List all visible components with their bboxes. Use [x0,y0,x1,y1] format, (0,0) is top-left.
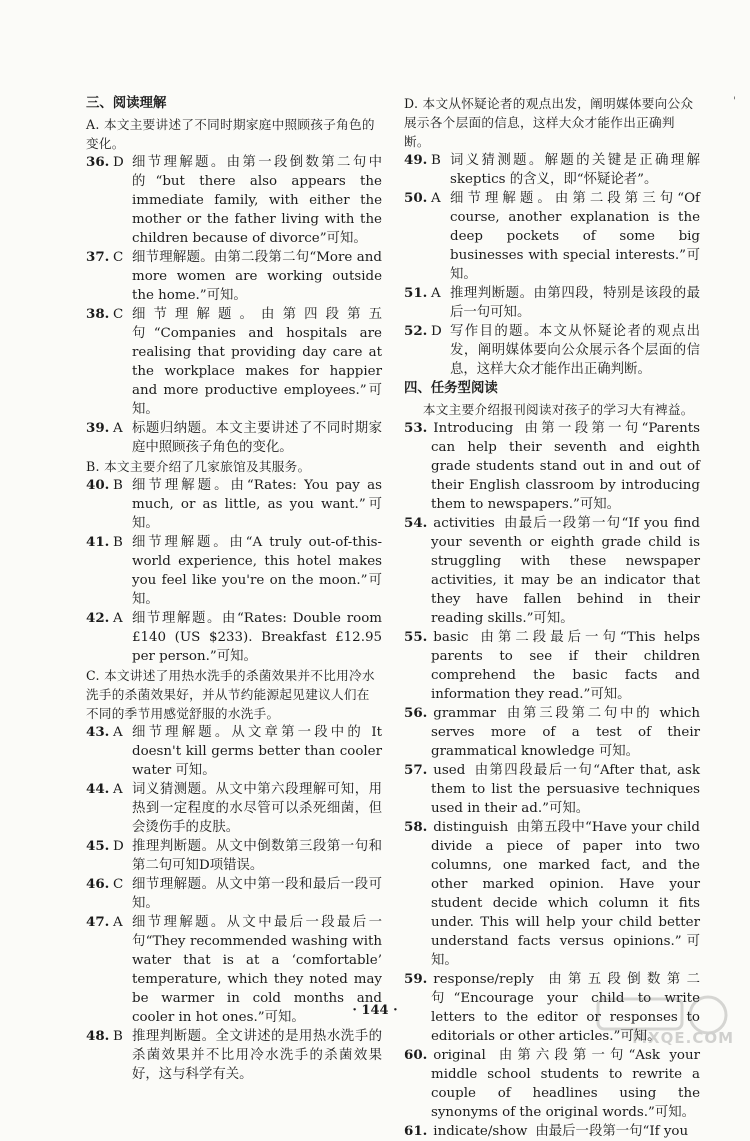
item-explanation: 推理判断题。全文讲述的是用热水洗手的杀菌效果并不比用冷水洗手的杀菌效果好，这与科学有关。 [132,1029,382,1082]
item-explanation: 细节理解题。从文中第一段和最后一段可知。 [132,877,382,911]
item-number: 49. [404,152,428,168]
item-answer: A [113,421,123,436]
right-column [404,94,700,1141]
item-explanation: 细节理解题。由“A truly out-of-this-world experience, this hotel makes you feel like you're on the moon.”可知。 [132,535,382,607]
answer-item [404,1046,700,1122]
answer-item [86,533,382,609]
task-intro: 本文主要介绍报刊阅读对孩子的学习大有裨益。 [422,402,694,417]
answer-item [86,723,382,780]
item-explanation: 由最后一段第一句“If you [535,1124,689,1139]
item-explanation: 推理判断题。由第四段，特别是该段的最后一句可知。 [450,286,700,320]
item-answer: A [431,286,441,301]
answer-item [86,419,382,457]
section-title-reading: 三、阅读理解 [86,96,167,111]
item-number: 43. [86,724,110,740]
answers-d [404,151,700,379]
item-number: 39. [86,420,110,436]
item-answer: A [113,611,123,626]
answer-item [86,780,382,837]
item-answer: D [113,839,124,854]
item-answer: D [113,155,124,170]
item-answer: B [431,153,441,168]
item-number: 55. [404,629,428,645]
item-number: 36. [86,154,110,170]
item-answer: D [431,324,442,339]
answer-item [404,818,700,970]
answer-item [86,609,382,666]
answer-item [404,1122,700,1141]
item-number: 47. [86,914,110,930]
margin-mark: ' [733,96,736,107]
answer-item [404,189,700,284]
answer-item [86,248,382,305]
answer-item [404,761,700,818]
answers-a [86,153,382,457]
item-answer: basic [433,630,469,645]
item-answer: C [113,250,124,265]
item-answer: used [433,763,466,778]
item-number: 45. [86,838,110,854]
item-number: 60. [404,1047,428,1063]
item-explanation: 由第四段最后一句“After that, ask them to list the persuasive techniques used in their ad.”可知。 [431,763,700,816]
item-explanation: 由第六段第一句“Ask your middle school students to rewrite a couple of headlines using the synonyms of the original words.”可知。 [431,1048,700,1120]
item-explanation: 由第五段中“Have your child divide a piece of paper into two columns, one marked fact, and the other marked opinion. Have your student decide which column it fits under. This will help your child better understand facts versus opinions.”可知。 [431,820,700,968]
item-number: 48. [86,1028,110,1044]
answer-item [404,284,700,322]
item-number: 52. [404,323,428,339]
item-answer: original [433,1048,486,1063]
answer-item [86,875,382,913]
left-column [86,94,382,1084]
item-number: 46. [86,876,110,892]
item-answer: response/reply [433,972,534,987]
item-explanation: 由第一段第一句“Parents can help their seventh and eighth grade students stand out in and out of their English classroom by introducing them to newspapers.”可知。 [431,421,700,512]
watermark-text: MXQE.COM [632,1029,734,1047]
item-explanation: 细节理解题。由第四段第五句“Companies and hospitals are realising that providing day care at the workplace makes for happier and more productive employees.”可知。 [132,307,382,417]
item-explanation: 写作目的题。本文从怀疑论者的观点出发，阐明媒体要向公众展示各个层面的信息，这样大众才能作出正确判断。 [450,324,700,377]
answer-item [86,1027,382,1084]
item-explanation: 细节理解题。从文章第一段中的 It doesn't kill germs better than cooler water 可知。 [132,725,382,778]
answer-item [404,628,700,704]
item-number: 37. [86,249,110,265]
item-answer: C [113,307,124,322]
item-explanation: 细节理解题。由第二段第三句“Of course, another explanation is the deep pockets of some big businesses with special interests.”可知。 [450,191,700,282]
item-answer: Introducing [433,421,514,436]
answers-c [86,723,382,1084]
item-number: 59. [404,971,428,987]
summary-d: D. 本文从怀疑论者的观点出发，阐明媒体要向公众展示各个层面的信息，这样大众才能作出正确判断。 [404,96,694,149]
item-number: 56. [404,705,428,721]
item-number: 38. [86,306,110,322]
answer-item [86,476,382,533]
item-answer: C [113,877,124,892]
item-number: 40. [86,477,110,493]
item-answer: distinguish [433,820,509,835]
item-answer: activities [433,516,495,531]
item-number: 41. [86,534,110,550]
item-answer: B [113,535,123,550]
page-number: · 144 · [352,1003,398,1018]
item-number: 61. [404,1123,428,1139]
item-answer: B [113,478,123,493]
item-explanation: 标题归纳题。本文主要讲述了不同时期家庭中照顾孩子角色的变化。 [132,421,382,455]
answer-item [404,151,700,189]
summary-a: A. 本文主要讲述了不同时期家庭中照顾孩子角色的变化。 [86,117,375,151]
item-explanation: 推理判断题。从文中倒数第三段第一句和第二句可知D项错误。 [132,839,382,873]
item-answer: A [113,915,123,930]
item-explanation: 由第二段最后一句“This helps parents to see if their children comprehend the basic facts and information they read.”可知。 [431,630,700,702]
item-explanation: 词义猜测题。从文中第六段理解可知，用热到一定程度的水尽管可以杀死细菌，但会烫伤手的皮肤。 [132,782,382,835]
answer-item [86,153,382,248]
item-answer: B [113,1029,123,1044]
item-explanation: 细节理解题。由“Rates: Double room £140 (US $233). Breakfast £12.95 per person.”可知。 [132,611,382,664]
item-number: 42. [86,610,110,626]
item-answer: A [431,191,441,206]
answer-item [404,514,700,628]
item-answer: grammar [433,706,497,721]
item-answer: A [113,725,123,740]
item-explanation: 细节理解题。由“Rates: You pay as much, or as little, as you want.”可知。 [132,478,382,531]
item-number: 53. [404,420,428,436]
answer-item [404,704,700,761]
item-number: 44. [86,781,110,797]
item-explanation: 由第三段第二句中的 which serves more of a test of their grammatical knowledge 可知。 [431,706,700,759]
answer-item [404,322,700,379]
item-explanation: 细节理解题。从文中最后一段最后一句“They recommended washing with water that is at a ‘comfortable’ temperature, which they noted may be warmer in cold months and cooler in hot ones.”可知。 [132,915,382,1025]
item-explanation: 细节理解题。由第一段倒数第二句中的“but there also appears the immediate family, with either the mother or the father living with the children because of divorce”可知。 [132,155,382,246]
item-number: 54. [404,515,428,531]
item-number: 50. [404,190,428,206]
item-explanation: 由第五段倒数第二句“Encourage your child to write letters to the editor or responses to editorials or other articles.”可知。 [431,972,700,1044]
item-answer: A [113,782,123,797]
item-number: 58. [404,819,428,835]
item-explanation: 词义猜测题。解题的关键是正确理解 skeptics 的含义，即“怀疑论者”。 [450,153,700,187]
answers-b [86,476,382,666]
item-answer: indicate/show [433,1124,528,1139]
answer-item [404,419,700,514]
item-explanation: 由最后一段第一句“If you find your seventh or eighth grade child is struggling with these newspaper activities, it may be an indicator that they have fallen behind in their reading skills.”可知。 [431,516,700,626]
summary-b: B. 本文主要介绍了几家旅馆及其服务。 [86,459,311,474]
item-explanation: 细节理解题。由第二段第二句“More and more women are working outside the home.”可知。 [132,250,382,303]
answer-item [86,305,382,419]
answer-item [86,837,382,875]
watermark-logo [588,993,738,1049]
summary-c: C. 本文讲述了用热水洗手的杀菌效果并不比用冷水洗手的杀菌效果好，并从节约能源起见建议人们在不同的季节用感觉舒服的水洗手。 [86,668,375,721]
item-number: 57. [404,762,428,778]
section-title-task: 四、任务型阅读 [404,381,498,396]
item-number: 51. [404,285,428,301]
